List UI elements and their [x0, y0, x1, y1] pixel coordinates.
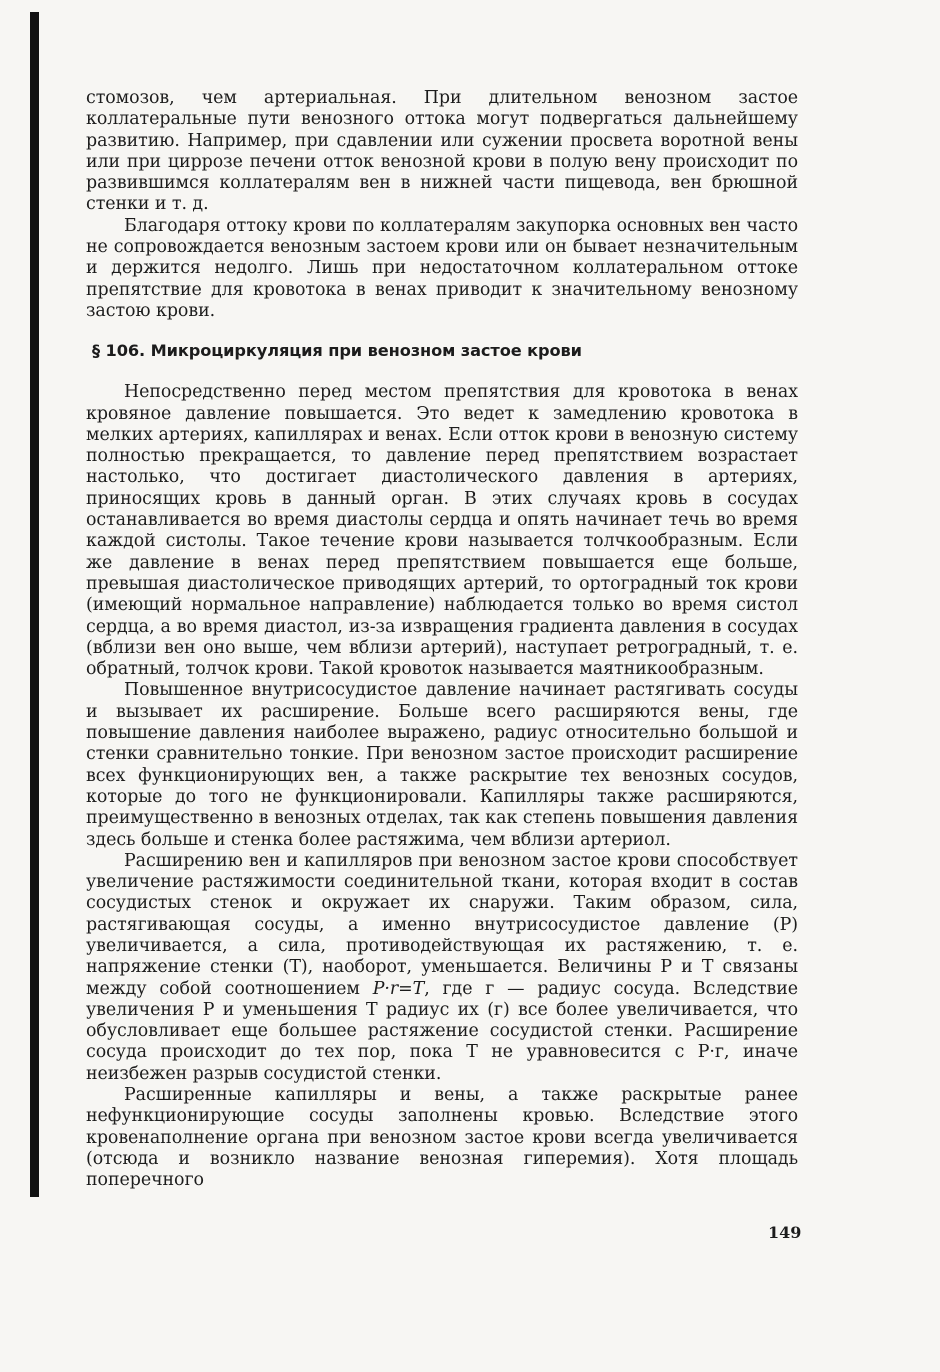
paragraph-vessel-dilation: Повышенное внутрисосудистое давление начинает растягивать сосуды и вызывает их расширение. Больше всего расширяются вены, где повышение давления наиболее выражено, радиус относительно большой и стенки сравнительно тонкие. При венозном застое происходит расширение всех функционирующих вен, а также раскрытие тех венозных сосудов, которые до того не функционировали. Капилляры также расширяются, преимущественно в венозных отделах, так как степень повышения давления здесь больше и стенка более растяжима, чем вблизи артериол.: [86, 680, 798, 850]
paragraph-blood-flow: Непосредственно перед местом препятствия для кровотока в венах кровяное давление повышается. Это ведет к замедлению кровотока в мелких артериях, капиллярах и венах. Если отток крови в венозную систему полностью прекращается, то давление перед препятствием возрастает настолько, что достигает диастолического давления в артериях, приносящих кровь в данный орган. В этих случаях кровь в сосудах останавливается во время диастолы сердца и опять начинает течь во время каждой систолы. Такое течение крови называется толчкообразным. Если же давление в венах перед препятствием повышается еще больше, превышая диастолическое приводящих артерий, то ортоградный ток крови (имеющий нормальное направление) наблюдается только во время систол сердца, а во время диастол, из-за извращения градиента давления в сосудах (вблизи вен оно выше, чем вблизи артерий), наступает ретроградный, т. е. обратный, толчок крови. Такой кровоток называется маятникообразным.: [86, 382, 798, 680]
paragraph-continued: стомозов, чем артериальная. При длительном венозном застое коллатеральные пути венозного оттока могут подвергаться дальнейшему развитию. Например, при сдавлении или сужении просвета воротной вены или при циррозе печени отток венозной крови в полую вену происходит по развившимся коллатералям вен в нижней части пищевода, вен брюшной стенки и т. д.: [86, 88, 798, 215]
formula-pressure-radius: P·r=T: [372, 978, 425, 999]
paragraph-wall-tension: [86, 851, 798, 1085]
scan-binding-edge: [30, 12, 39, 1197]
paragraph-wall-tension-text-before: Расширению вен и капилляров при венозном застое крови способствует увеличение растяжимости соединительной ткани, которая входит в состав сосудистых стенок и окружает их снаружи. Таким образом, сила, растягивающая сосуды, а именно внутрисосудистое давление (Р) увеличивается, а сила, противодействующая их растяжению, т. е. напряжение стенки (Т), наоборот, уменьшается. Величины Р и Т связаны между собой соотношением: [86, 850, 798, 999]
paragraph-wall-tension-text-after: , где г — радиус сосуда. Вследствие увеличения Р и уменьшения Т радиус их (г) все более увеличивается, что обусловливает еще большее растяжение сосудистой стенки. Расширение сосуда происходит до тех пор, пока Т не уравновесится с Р·г, иначе неизбежен разрыв сосудистой стенки.: [86, 978, 799, 1084]
paragraph-collaterals: Благодаря оттоку крови по коллатералям закупорка основных вен часто не сопровождается венозным застоем крови или он бывает незначительным и держится недолго. Лишь при недостаточном коллатеральном оттоке препятствие для кровотока в венах приводит к значительному венозному застою крови.: [86, 215, 798, 321]
paragraph-venous-hyperemia: Расширенные капилляры и вены, а также раскрытые ранее нефункционирующие сосуды заполнены кровью. Вследствие этого кровенаполнение органа при венозном застое крови всегда увеличивается (отсюда и возникло название венозная гиперемия). Хотя площадь поперечного: [86, 1085, 798, 1191]
page-text-block: [86, 88, 798, 1192]
section-heading: § 106. Микроциркуляция при венозном застое крови: [92, 341, 582, 361]
page-number: 149: [768, 1223, 802, 1242]
